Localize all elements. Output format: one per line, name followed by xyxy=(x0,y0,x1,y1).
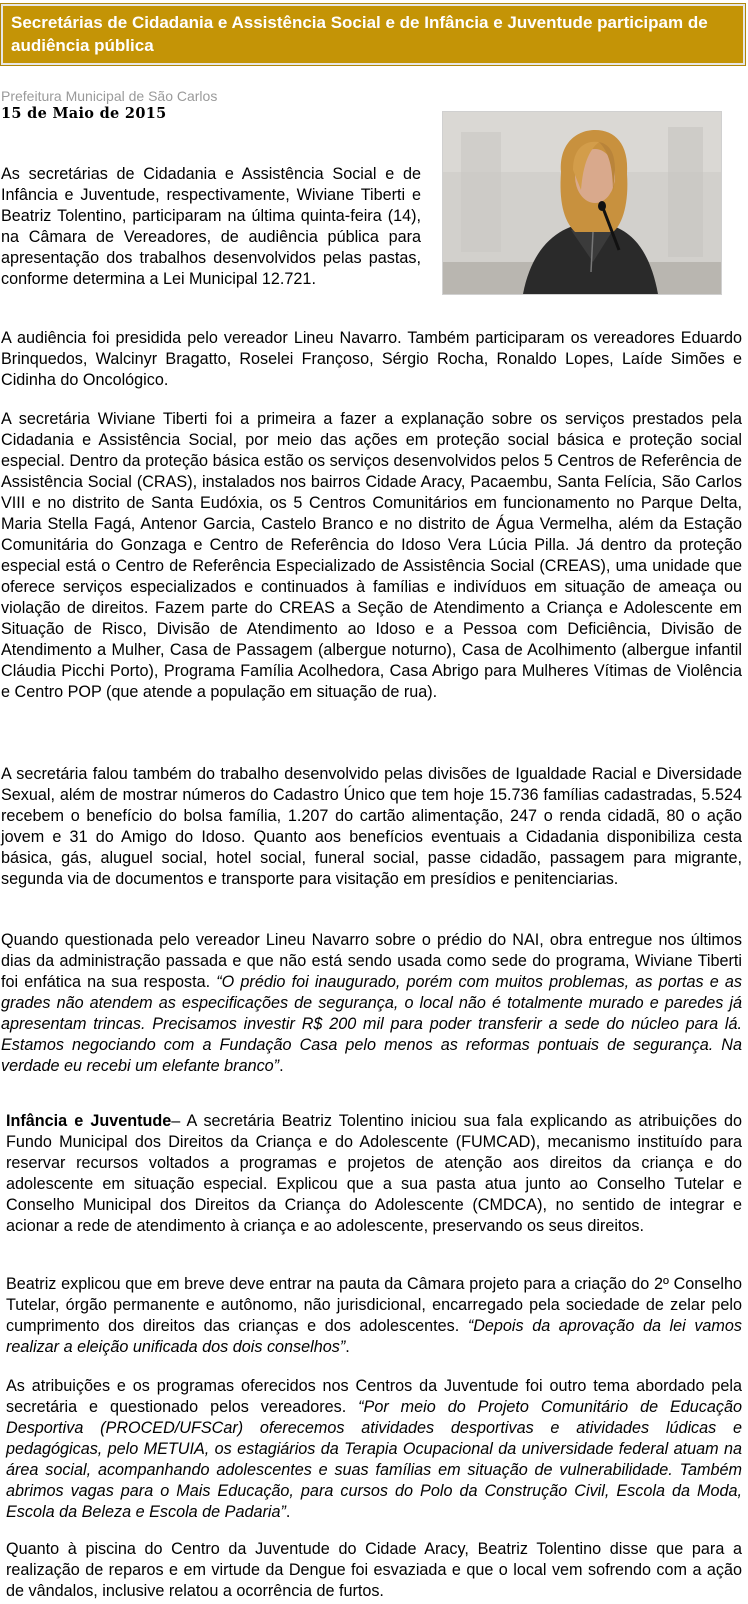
quote-text: “Depois da aprovação da lei vamos realizar a eleição unificada dos dois conselhos” xyxy=(6,1317,742,1356)
paragraph-end: . xyxy=(285,1503,291,1521)
paragraph-numbers: A secretária falou também do trabalho desenvolvido pelas divisões de Igualdade Racial e Diversidade Sexual, além de mostrar números do Cadastro Único que tem hoje 15.736 famílias cadastradas, 5.524 recebem o benefício do bolsa família, 1.207 do cartão alimentação, 247 o renda cidadã, 80 o ação jovem e 31 do Amigo do Idoso. Quanto aos benefícios eventuais a Cidadania disponibiliza cesta básica, gás, aluguel social, hotel social, funeral social, passe cidadão, passagem para migrante, segunda via de documentos e transporte para visitação em presídios e penitenciarias. xyxy=(1,765,742,888)
paragraph-text: Quando questionada pelo vereador Lineu Navarro sobre o prédio do NAI, obra entregue nos últimos dias da administração passada e que não está sendo usada como sede do programa, Wiviane Tiberti foi enfática na sua resposta. xyxy=(1,931,742,991)
article-photo xyxy=(442,111,722,295)
paragraph-intro: As secretárias de Cidadania e Assistência Social e de Infância e Juventude, respectivamente, Wiviane Tiberti e Beatriz Tolentino, participaram na última quinta-feira (14), na Câmara de Vereadores, de audiência pública para apresentação dos trabalhos desenvolvidos pelas pastas, conforme determina a Lei Municipal 12.721. xyxy=(1,165,421,288)
paragraph-conselho xyxy=(6,1274,742,1358)
paragraph-nai-building xyxy=(1,930,742,1077)
publisher-name: Prefeitura Municipal de São Carlos xyxy=(1,88,218,104)
quote-text: “O prédio foi inaugurado, porém com muitos problemas, as portas e as grades não atendem as especificações de segurança, o local não é totalmente murado e paredes já apresentam trincas. Precisamos investir R$ 200 mil para poder transferir a sede do núcleo para lá. Estamos negociando com a Fundação Casa pelo menos as reformas pontuais de segurança. Na verdade eu recebi um elefante branco” xyxy=(1,973,742,1075)
paragraph-services: A secretária Wiviane Tiberti foi a primeira a fazer a explanação sobre os serviços prestados pela Cidadania e Assistência Social, por meio das ações em proteção social básica e proteção social especial. Dentro da proteção básica estão os serviços desenvolvidos pelos 5 Centros de Referência de Assistência Social (CRAS), instalados nos bairros Cidade Aracy, Pacaembu, Santa Felícia, São Carlos VIII e no distrito de Santa Eudóxia, os 5 Centros Comunitários em funcionamento no Parque Delta, Maria Stella Fagá, Antenor Garcia, Castelo Branco e no distrito de Água Vermelha, além da Estação Comunitária do Gonzaga e Centro de Referência do Idoso Vera Lúcia Pilla. Já dentro da proteção especial está o Centro de Referência Especializado de Assistência Social (CREAS), uma unidade que oferece serviços especializados e continuados à famílias e indivíduos em situação de ameaça ou violação de direitos. Fazem parte do CREAS a Seção de Atendimento a Criança e Adolescente em Situação de Risco, Divisão de Atendimento ao Idoso e a Pessoa com Deficiência, Divisão de Atendimento a Mulher, Casa de Passagem (albergue noturno), Casa de Acolhimento (albergue infantil Cláudia Picchi Porto), Programa Família Acolhedora, Casa Abrigo para Mulheres Vítimas de Violência e Centro POP (que atende a população em situação de rua). xyxy=(1,410,742,701)
paragraph-audience: A audiência foi presidida pelo vereador Lineu Navarro. Também participaram os vereadores Eduardo Brinquedos, Walcinyr Bragatto, Roselei Françoso, Sérgio Rocha, Ronaldo Lopes, Laíde Simões e Cidinha do Oncológico. xyxy=(1,329,742,389)
paragraph-piscina: Quanto à piscina do Centro da Juventude do Cidade Aracy, Beatriz Tolentino disse que para a realização de reparos e em virtude da Dengue foi esvaziada e que o local vem sofrendo com a ação de vândalos, inclusive relatou a ocorrência de furtos. xyxy=(6,1540,742,1600)
paragraph-text: Beatriz explicou que em breve deve entrar na pauta da Câmara projeto para a criação do 2º Conselho Tutelar, órgão permanente e autônomo, não jurisdicional, encarregado pela sociedade de zelar pelo cumprimento dos direitos das crianças e dos adolescentes. xyxy=(6,1275,742,1335)
paragraph-juventude xyxy=(6,1376,742,1523)
publication-date: 15 de Maio de 2015 xyxy=(1,105,167,122)
paragraph-end: . xyxy=(279,1057,284,1075)
paragraph-end: . xyxy=(345,1338,350,1356)
paragraph-infancia xyxy=(6,1111,742,1237)
paragraph-text: As atribuições e os programas oferecidos nos Centros da Juventude foi outro tema abordado pela secretária e questionado pelos vereadores. xyxy=(6,1377,742,1416)
article-title: Secretárias de Cidadania e Assistência Social e de Infância e Juventude participam de audiência pública xyxy=(1,4,745,65)
paragraph-text: – A secretária Beatriz Tolentino iniciou sua fala explicando as atribuições do Fundo Municipal dos Direitos da Criança e do Adolescente (FUMCAD), mecanismo instituído para reservar recursos voltados a programas e projetos de atenção aos direitos da criança e do adolescente em situação especial. Explicou que a sua pasta atua junto ao Conselho Tutelar e Conselho Municipal dos Direitos da Criança do Adolescente (CMDCA), no sentido de integrar e acionar a rede de atendimento à criança e ao adolescente, preservando os seus direitos. xyxy=(6,1112,743,1235)
photo-of-speaker-at-microphone-icon xyxy=(443,112,721,294)
section-heading: Infância e Juventude xyxy=(6,1112,172,1130)
quote-text: “Por meio do Projeto Comunitário de Educação Desportiva (PROCED/UFSCar) oferecemos atividades desportivas e atividades lúdicas e pedagógicas, pelo METUIA, os estagiários da Terapia Ocupacional da universidade federal atuam na área social, acompanhando adolescentes e suas famílias em situação de vulnerabilidade. Também abrimos vagas para o Mais Educação, para cursos do Polo da Construção Civil, Escola da Moda, Escola da Beleza e Escola de Padaria” xyxy=(6,1398,743,1521)
